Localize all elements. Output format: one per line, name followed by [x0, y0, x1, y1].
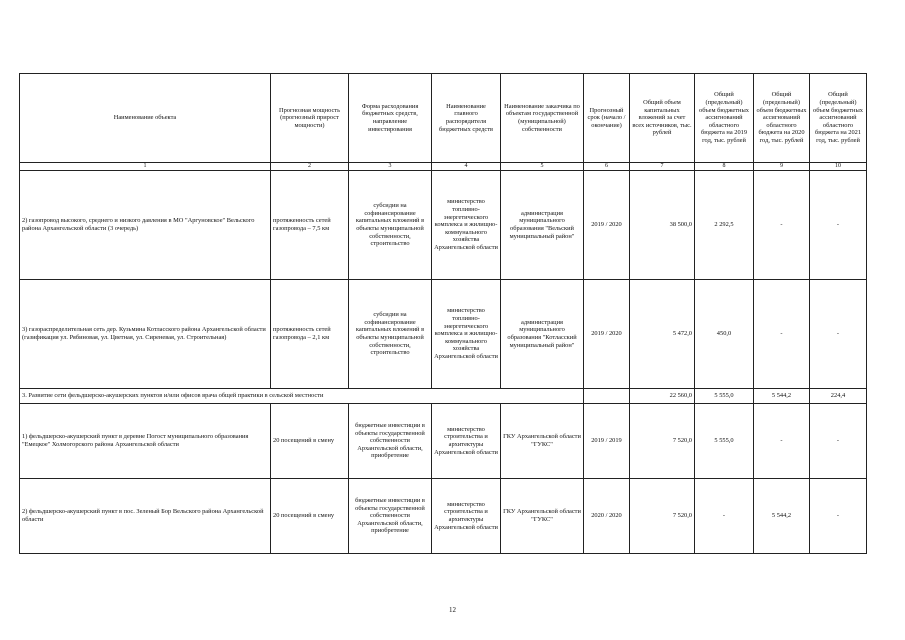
amount-2020: - — [754, 280, 810, 389]
header-cell: Наименование объекта — [20, 74, 271, 163]
column-number: 2 — [271, 163, 349, 171]
header-cell: Форма расходования бюджетных средств, направление инвестирования — [349, 74, 432, 163]
customer: ГКУ Архангельской области "ГУКС" — [501, 404, 584, 479]
amount-2019: 2 292,5 — [695, 171, 754, 280]
amount-2021: - — [810, 171, 867, 280]
budget-manager: министерство строительства и архитектуры Архангельской области — [432, 479, 501, 554]
section-title: 3. Развитие сети фельдшерско-акушерских пунктов и/или офисов врача общей практики в сельской местности — [20, 389, 584, 404]
header-cell: Общий (предельный) объем бюджетных ассигнований областного бюджета на 2019 год, тыс. рублей — [695, 74, 754, 163]
header-cell: Общий (предельный) объем бюджетных ассигнований областного бюджета на 2021 год, тыс. рублей — [810, 74, 867, 163]
header-cell: Наименование главного распорядителя бюджетных средств — [432, 74, 501, 163]
investment-table — [19, 73, 867, 554]
header-row — [20, 74, 867, 163]
total-amount: 7 520,0 — [630, 404, 695, 479]
budget-manager: министерство топливно-энергетического комплекса и жилищно-коммунального хозяйства Архангельской области — [432, 171, 501, 280]
section-2019: 5 555,0 — [695, 389, 754, 404]
object-name: 1) фельдшерско-акушерский пункт в деревне Погост муниципального образования "Емецкое" Холмогорского района Архангельской области — [20, 404, 271, 479]
amount-2019: 450,0 — [695, 280, 754, 389]
column-number: 5 — [501, 163, 584, 171]
term: 2019 / 2020 — [584, 171, 630, 280]
total-amount: 38 500,0 — [630, 171, 695, 280]
capacity: протяженность сетей газопровода – 2,1 км — [271, 280, 349, 389]
amount-2020: - — [754, 404, 810, 479]
table-row — [20, 280, 867, 389]
section-2021: 224,4 — [810, 389, 867, 404]
section-total: 22 560,0 — [630, 389, 695, 404]
term: 2020 / 2020 — [584, 479, 630, 554]
column-number: 1 — [20, 163, 271, 171]
capacity: протяженность сетей газопровода – 7,5 км — [271, 171, 349, 280]
header-cell: Общий (предельный) объем бюджетных ассигнований областного бюджета на 2020 год, тыс. рублей — [754, 74, 810, 163]
column-number: 8 — [695, 163, 754, 171]
amount-2020: 5 544,2 — [754, 479, 810, 554]
term: 2019 / 2019 — [584, 404, 630, 479]
customer: ГКУ Архангельской области "ГУКС" — [501, 479, 584, 554]
header-cell: Прогнозный срок (начало / окончание) — [584, 74, 630, 163]
table-row — [20, 479, 867, 554]
header-cell: Наименование заказчика по объектам государственной (муниципальной) собственности — [501, 74, 584, 163]
capacity: 20 посещений в смену — [271, 479, 349, 554]
amount-2020: - — [754, 171, 810, 280]
spending-form: бюджетные инвестиции в объекты государственной собственности Архангельской области, приобретение — [349, 479, 432, 554]
column-number-row — [20, 163, 867, 171]
header-cell: Общий объем капитальных вложений за счет всех источников, тыс. рублей — [630, 74, 695, 163]
budget-manager: министерство топливно-энергетического комплекса и жилищно-коммунального хозяйства Архангельской области — [432, 280, 501, 389]
object-name: 2) фельдшерско-акушерский пункт в пос. Зеленый Бор Вельского района Архангельской области — [20, 479, 271, 554]
column-number: 6 — [584, 163, 630, 171]
column-number: 3 — [349, 163, 432, 171]
column-number: 4 — [432, 163, 501, 171]
amount-2019: 5 555,0 — [695, 404, 754, 479]
capacity: 20 посещений в смену — [271, 404, 349, 479]
table-row — [20, 404, 867, 479]
term: 2019 / 2020 — [584, 280, 630, 389]
amount-2019: - — [695, 479, 754, 554]
column-number: 7 — [630, 163, 695, 171]
total-amount: 5 472,0 — [630, 280, 695, 389]
section-2020: 5 544,2 — [754, 389, 810, 404]
header-cell: Прогнозная мощность (прогнозный прирост мощности) — [271, 74, 349, 163]
column-number: 9 — [754, 163, 810, 171]
column-number: 10 — [810, 163, 867, 171]
section-row — [20, 389, 867, 404]
amount-2021: - — [810, 404, 867, 479]
customer: администрация муниципального образования "Котласский муниципальный район" — [501, 280, 584, 389]
page-number: 12 — [449, 606, 456, 614]
object-name: 3) газораспределительная сеть дер. Кузьмина Котласского района Архангельской области (газификация ул. Рябиновая, ул. Цветная, ул. Сиреневая, ул. Строительная) — [20, 280, 271, 389]
customer: администрация муниципального образования "Вельский муниципальный район" — [501, 171, 584, 280]
section-term — [584, 389, 630, 404]
spending-form: бюджетные инвестиции в объекты государственной собственности Архангельской области, приобретение — [349, 404, 432, 479]
amount-2021: - — [810, 479, 867, 554]
object-name: 2) газопровод высокого, среднего и низкого давления в МО "Аргуновское" Вельского района Архангельской области (3 очередь) — [20, 171, 271, 280]
spending-form: субсидии на софинансирование капитальных вложений в объекты муниципальной собственности, строительство — [349, 280, 432, 389]
table-row — [20, 171, 867, 280]
budget-manager: министерство строительства и архитектуры Архангельской области — [432, 404, 501, 479]
spending-form: субсидии на софинансирование капитальных вложений в объекты муниципальной собственности, строительство — [349, 171, 432, 280]
amount-2021: - — [810, 280, 867, 389]
total-amount: 7 520,0 — [630, 479, 695, 554]
